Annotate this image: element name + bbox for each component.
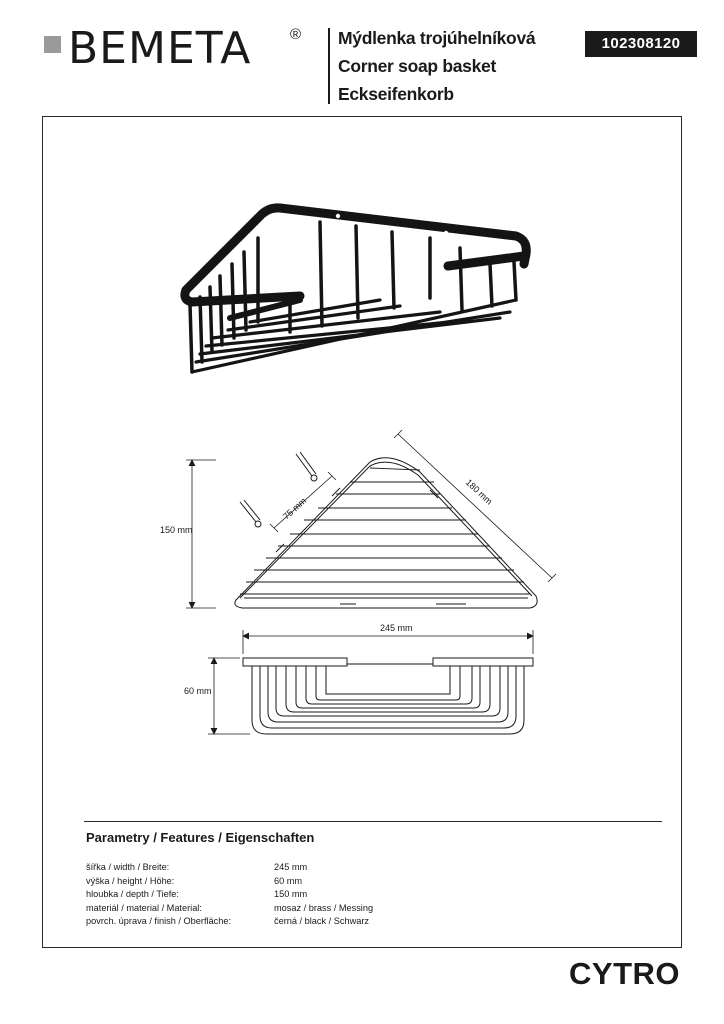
front-view-drawing (243, 658, 533, 734)
params-title: Parametry / Features / Eigenschaften (86, 830, 315, 845)
title-english: Corner soap basket (338, 56, 496, 76)
dimension-width (243, 630, 533, 654)
dim-label-height: 60 mm (184, 686, 212, 696)
param-label: hloubka / depth / Tiefe: (86, 889, 179, 899)
dimension-hypotenuse (394, 430, 556, 582)
dim-label-hypotenuse: 180 mm (463, 477, 495, 507)
param-label: povrch. úprava / finish / Oberfläche: (86, 916, 232, 926)
param-label: materiál / material / Material: (86, 902, 202, 913)
product-code-badge: 102308120 (585, 31, 697, 57)
product-photo (185, 208, 526, 372)
param-value: 245 mm (274, 862, 308, 872)
param-label: výška / height / Höhe: (86, 875, 175, 886)
param-label: šířka / width / Breite: (86, 862, 170, 872)
screw-icon (240, 452, 317, 527)
param-value: 60 mm (274, 875, 303, 886)
param-value: mosaz / brass / Messing (274, 902, 374, 913)
title-czech: Mýdlenka trojúhelníková (338, 28, 536, 48)
param-value: černá / black / Schwarz (274, 916, 369, 926)
title-german: Eckseifenkorb (338, 84, 454, 104)
top-view-drawing (235, 452, 537, 608)
registered-mark: ® (290, 26, 302, 43)
dim-label-side: 75 mm (281, 495, 309, 522)
dim-label-depth: 150 mm (160, 525, 193, 535)
series-name: CYTRO (569, 956, 680, 991)
param-value: 150 mm (274, 889, 308, 899)
dim-label-width: 245 mm (380, 623, 413, 633)
params-divider (84, 821, 662, 822)
dimension-height (208, 658, 250, 734)
logo-text: BEMETA (68, 23, 252, 74)
